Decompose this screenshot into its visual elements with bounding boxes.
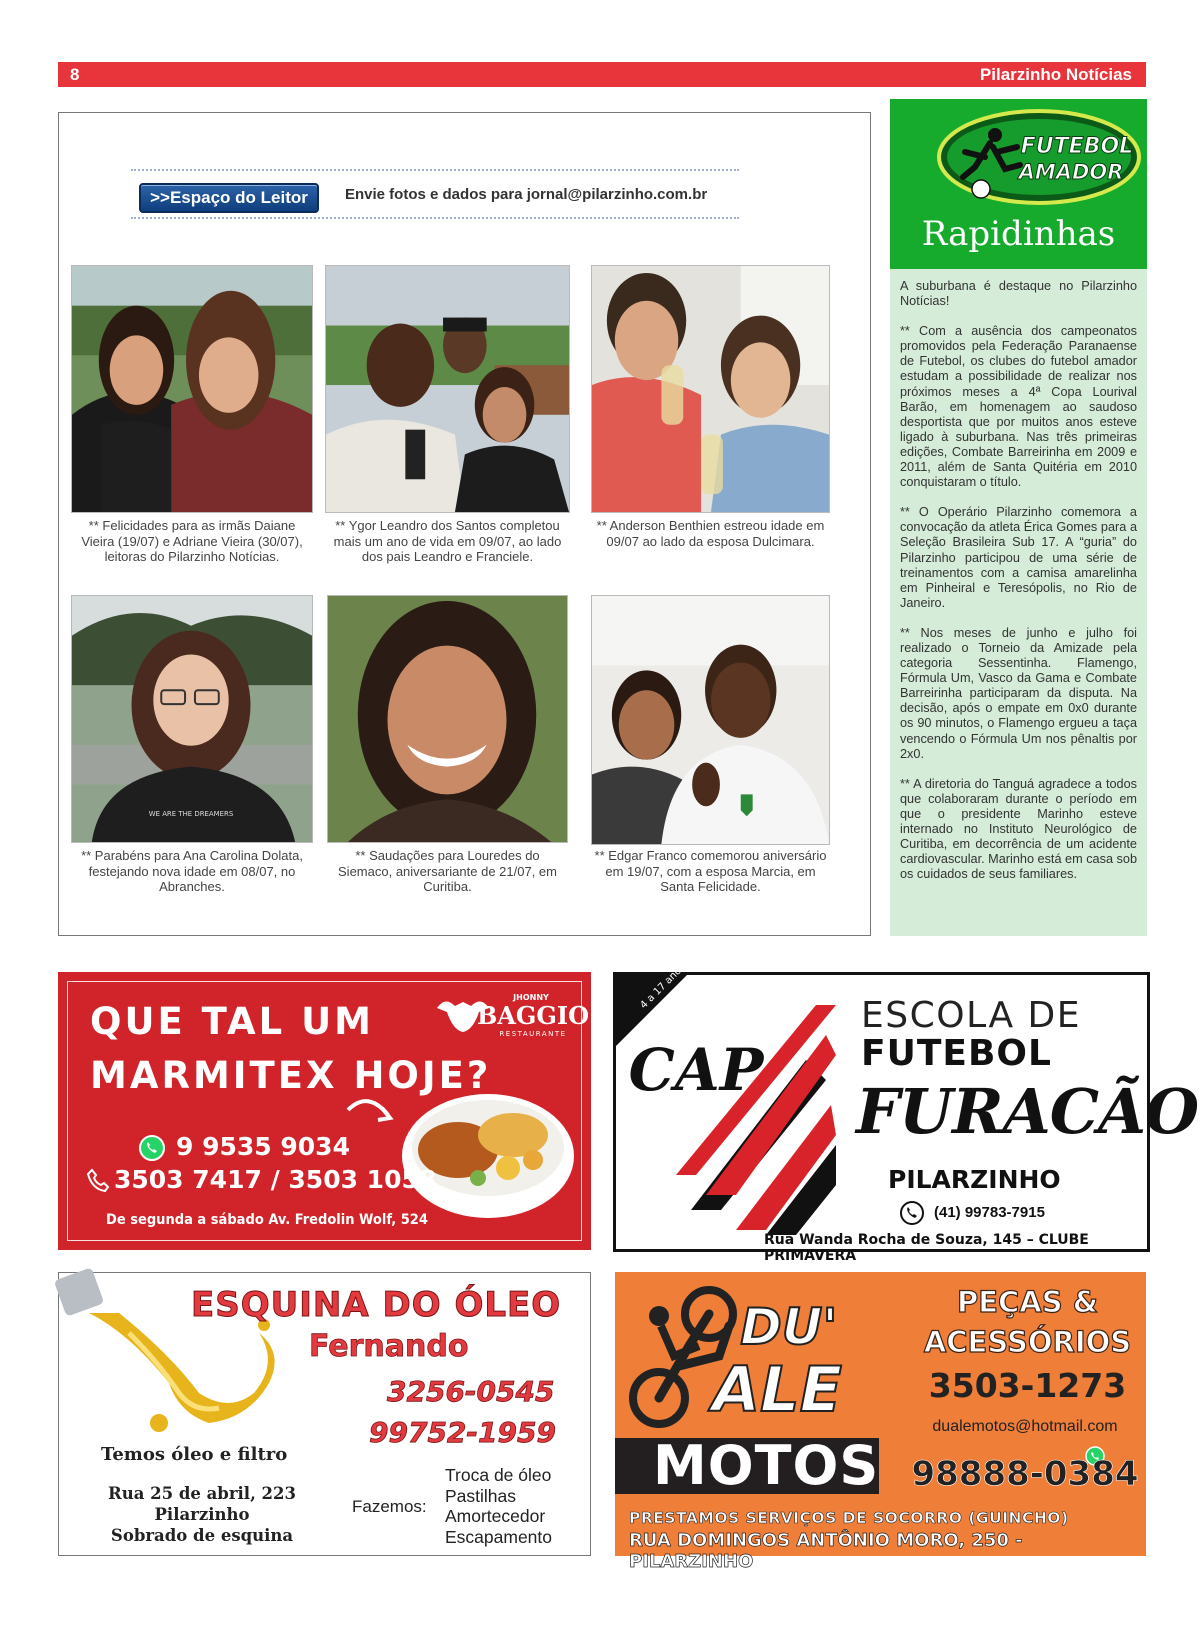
ad-address: RUA DOMINGOS ANTÔNIO MORO, 250 - PILARZINHO <box>629 1530 1023 1572</box>
ad-subtitle: Fernando <box>309 1329 469 1364</box>
whatsapp-icon <box>898 1199 926 1227</box>
phone-icon <box>86 1167 110 1193</box>
reader-photo <box>71 595 313 843</box>
logo-text: ALE <box>712 1353 842 1426</box>
divider <box>131 169 739 171</box>
ad-location: PILARZINHO <box>888 1165 1061 1194</box>
sidebar-header <box>890 99 1147 269</box>
phone-number: 3256-0545 <box>387 1375 555 1408</box>
publication-name: Pilarzinho Notícias <box>979 65 1132 84</box>
food-plate-illustration <box>338 1090 578 1230</box>
logo-text: JHONNY <box>513 993 549 1002</box>
shirt-text: WE ARE THE DREAMERS <box>148 810 234 819</box>
reader-photo <box>327 595 568 843</box>
photo-caption: ** Saudações para Louredes do Siemaco, aniversariante de 21/07, em Curitiba. <box>338 848 557 894</box>
news-paragraph: A suburbana é destaque no Pilarzinho Notícias! <box>900 279 1137 309</box>
address-line: Pilarzinho <box>154 1505 250 1524</box>
phone-number: 98888-0384 <box>911 1454 1139 1494</box>
whatsapp-icon <box>138 1134 166 1162</box>
news-paragraph: ** Nos meses de junho e julho foi realizado o Torneio da Amizade pela categoria Sessentinha. Flamengo, Fórmula Um, Vasco da Gama e Combate Barreirinha participaram da disputa. Na decisão, após o empate em 0x0 durante os 90 minutos, o Flamengo ergueu a taça vencendo o Fórmula Um nos pênaltis por 2x0. <box>900 625 1137 761</box>
ad-esquina-do-oleo <box>58 1272 591 1556</box>
page-number: 8 <box>70 65 80 84</box>
address-line: Sobrado de esquina <box>110 1526 294 1545</box>
reader-photo <box>591 595 830 845</box>
section-badge: >>Espaço do Leitor <box>139 183 319 213</box>
photo-caption: ** Parabéns para Ana Carolina Dolata, festejando nova idade em 08/07, no Abranches. <box>81 848 303 894</box>
headline-line: PEÇAS & <box>956 1285 1099 1319</box>
phone-number: 3503-1273 <box>928 1366 1127 1405</box>
photo-caption: ** Edgar Franco comemorou aniversário em 19/07, com a esposa Marcia, em Santa Felicidade. <box>594 848 827 894</box>
ad-address: Rua Wanda Rocha de Souza, 145 – CLUBE PRIMAVERA <box>764 1232 1089 1264</box>
logo-text: AMADOR <box>1018 160 1124 184</box>
submission-instruction: Envie fotos e dados para jornal@pilarzinho.com.br <box>345 186 708 203</box>
logo-text: BAGGIO <box>476 1001 590 1030</box>
ad-headline: QUE TAL UM <box>90 1000 374 1043</box>
services-list <box>445 1465 552 1547</box>
logo-text: FUTEBOL <box>1020 134 1134 159</box>
futebol-amador-logo <box>935 107 1141 207</box>
ad-headline: MARMITEX HOJE? <box>90 1054 492 1097</box>
ad-headline: FUTEBOL <box>861 1033 1052 1074</box>
baggio-logo <box>433 990 590 1046</box>
photo-caption: ** Ygor Leandro dos Santos completou mais um ano de vida em 09/07, ao lado dos pais Leandro e Franciele. <box>333 518 562 564</box>
sidebar-body <box>900 279 1137 897</box>
news-paragraph: ** A diretoria do Tanguá agradece a todos que colaboraram durante o período em que o presidente Marinho esteve internado no Instituto Neurológico de Curitiba, em decorrência de um acidente cardiovascular. Marinho está em casa sob os cuidados de seus familiares. <box>900 776 1137 882</box>
photo-caption: ** Felicidades para as irmãs Daiane Vieira (19/07) e Adriane Vieira (30/07), leitoras do Pilarzinho Notícias. <box>81 518 303 564</box>
reader-photo <box>325 265 570 513</box>
service-item: Pastilhas <box>445 1485 517 1506</box>
news-paragraph: ** O Operário Pilarzinho comemora a convocação da atleta Érica Gomes para a Seleção Brasileira Sub 17. A “guria” do Pilarzinho participou de uma série de treinamentos com a camisa amarelinha em Pinheiral e Teresópolis, no Rio de Janeiro. <box>900 505 1137 610</box>
cap-crest <box>628 1005 836 1235</box>
service-item: Escapamento <box>445 1526 553 1547</box>
service-item: Amortecedor <box>445 1506 546 1526</box>
phone-number: 99752-1959 <box>369 1416 556 1449</box>
page-header-bar <box>58 62 1146 87</box>
sidebar-title: Rapidinhas <box>921 214 1116 254</box>
duale-motos-logo <box>629 1286 859 1436</box>
ad-headline: ESCOLA DE <box>861 995 1081 1036</box>
ad-brand: FURACÃO <box>856 1075 1199 1148</box>
crest-text: CAP <box>628 1036 764 1104</box>
ad-address: De segunda a sábado Av. Fredolin Wolf, 524 <box>106 1212 428 1228</box>
ad-headline <box>915 1282 1140 1362</box>
news-paragraph: ** Com a ausência dos campeonatos promovidos pela Federação Paranaense de Futebol, os clubes do futebol amador estudam a possibilidade de realizar nos próximos meses a 4ª Copa Lourival Barão, em homenagem ao saudoso desportista que por muitos anos esteve ligado à suburbana. Nas três primeiras edições, Combate Barreirinha em 2009 e 2011, além de Santa Quitéria em 2010 conquistaram o título. <box>900 324 1137 490</box>
reader-section <box>58 112 871 936</box>
ad-address <box>77 1483 327 1546</box>
ad-service: PRESTAMOS SERVIÇOS DE SOCORRO (GUINCHO) <box>629 1509 1069 1527</box>
phone-numbers: 3503 7417 / 3503 1058 <box>114 1165 437 1194</box>
service-item: Troca de óleo <box>445 1465 552 1485</box>
ad-baggio-restaurante <box>58 972 591 1250</box>
rapidinhas-sidebar <box>890 99 1147 936</box>
logo-text: DU' <box>740 1298 838 1356</box>
ad-headline: ESQUINA DO ÓLEO <box>191 1285 562 1325</box>
ad-tagline: Temos óleo e filtro <box>101 1444 288 1465</box>
phone-number: (41) 99783-7915 <box>934 1204 1045 1221</box>
reader-photo <box>71 265 313 513</box>
headline-line: ACESSÓRIOS <box>923 1325 1132 1359</box>
reader-photo <box>591 265 830 513</box>
ad-duale-motos <box>615 1272 1146 1572</box>
ad-brand: MOTOS <box>653 1434 880 1497</box>
ribbon-text: 4 a 17 anos <box>638 961 688 1012</box>
email-address: dualemotos@hotmail.com <box>932 1418 1118 1435</box>
ad-escola-futebol-furacao <box>613 961 1199 1264</box>
divider <box>131 217 739 219</box>
address-line: Rua 25 de abril, 223 <box>107 1484 297 1503</box>
logo-text: RESTAURANTE <box>499 1030 567 1038</box>
services-label: Fazemos: <box>352 1497 427 1516</box>
whatsapp-number: 9 9535 9034 <box>176 1132 350 1161</box>
photo-caption: ** Anderson Benthien estreou idade em 09/07 ao lado da esposa Dulcimara. <box>596 518 825 549</box>
